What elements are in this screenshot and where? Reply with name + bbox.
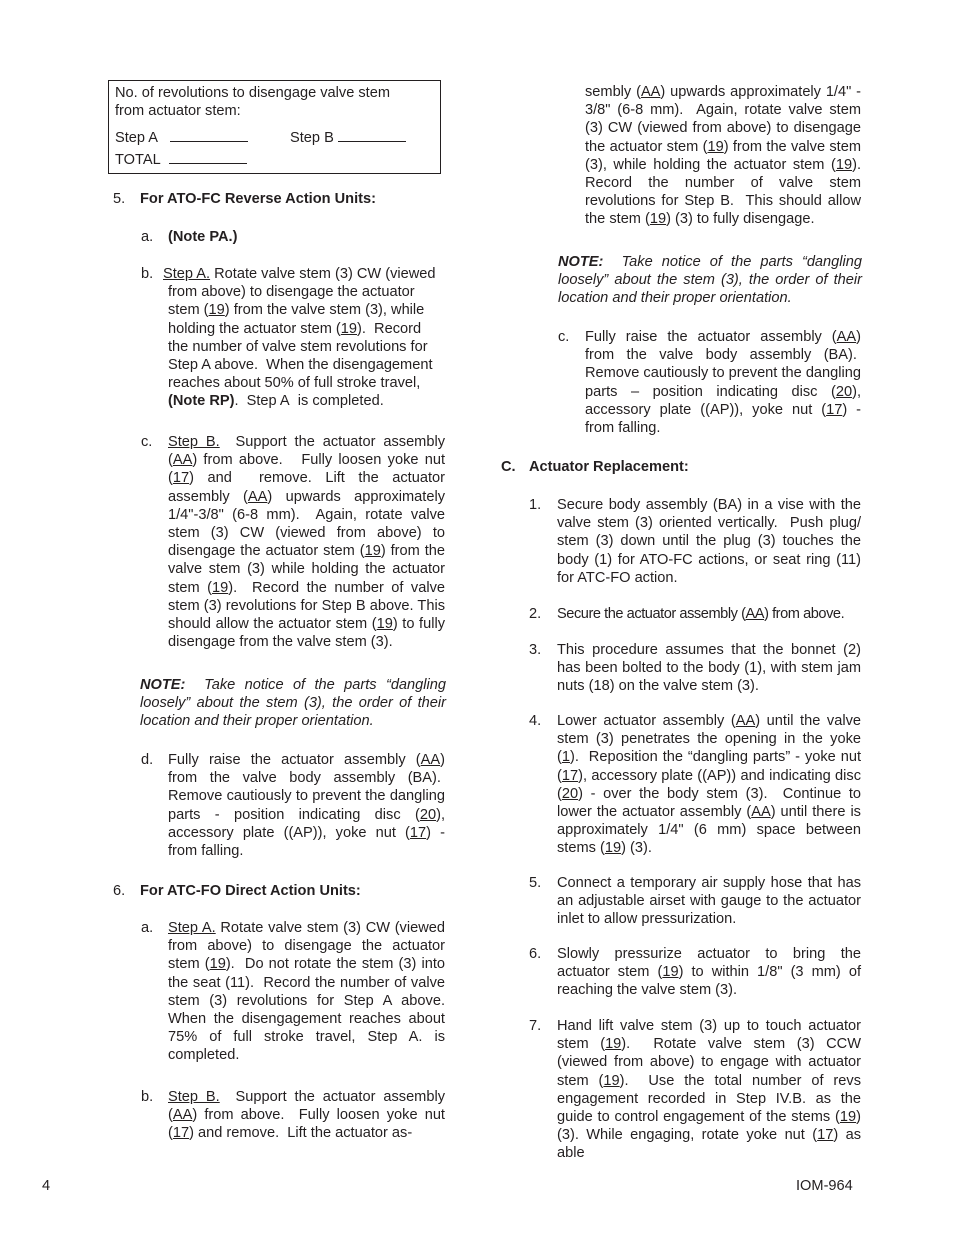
box-line-1: No. of revolutions to disengage valve stem	[115, 85, 391, 101]
s5-number: 5.	[113, 191, 126, 207]
step-6-text: Slowly pressurize actuator to bring the actuator stem (19) to within 1/8" (3 mm) of reaching the valve stem (3).	[557, 946, 861, 999]
total-blank	[169, 151, 247, 164]
step-b-blank	[338, 129, 406, 142]
c-text: Fully raise the actuator assembly (AA) from the valve body assembly (BA). Remove cautiously to prevent the dangling parts – position indicating disc (20), accessory plate ((AP)), yoke nut (17) - from falling.	[585, 329, 861, 437]
s5d-text: Fully raise the actuator assembly (AA) from the valve body assembly (BA). Remove cautiously to prevent the dangling parts - position indicating disc (20), accessory plate ((AP)), yoke nut (17) - from falling.	[168, 752, 445, 860]
s5b-letter: b.	[141, 266, 154, 282]
step-2-text: Secure the actuator assembly (AA) from above.	[557, 606, 845, 622]
c-letter: c.	[558, 329, 570, 345]
step-1-number: 1.	[529, 497, 542, 513]
s6-heading: For ATC-FO Direct Action Units:	[140, 883, 361, 899]
s6b-text: Step B. Support the actuator assembly (AA) from above. Fully loosen yoke nut (17) and remove. Lift the actuator as-	[168, 1089, 445, 1142]
right-continuation-text: sembly (AA) upwards approximately 1/4" - 3/8" (6-8 mm). Again, rotate valve stem (3) CW (viewed from above) to disengage the actuator stem (19) from the valve stem (3), while holding the actuator stem (19). Record the number of valve stem revolutions for Step B. This should allow the stem (19) (3) to fully disengage.	[585, 84, 862, 228]
revolutions-table-box	[108, 80, 441, 174]
step-5-text: Connect a temporary air supply hose that has an adjustable airset with gauge to the actuator inlet to allow pressurization.	[557, 875, 861, 928]
box-total	[115, 151, 247, 169]
box-step-a	[115, 129, 248, 147]
s6a-letter: a.	[141, 920, 154, 936]
step-a-blank	[170, 129, 248, 142]
section-c-heading: Actuator Replacement:	[529, 459, 689, 475]
s6a-text: Step A. Rotate valve stem (3) CW (viewed from above) to disengage the actuator stem (19). Do not rotate the stem (3) into the seat (11). Record the number of valve stem (3) revolutions for Step A above. When the disengagement reaches about 75% of full stroke travel, Step A. is completed.	[168, 920, 445, 1064]
note-1: NOTE: Take notice of the parts “dangling loosely” about the stem (3), the order of their location and their proper orientation.	[140, 677, 446, 730]
step-7-number: 7.	[529, 1018, 542, 1034]
step-4-text: Lower actuator assembly (AA) until the valve stem (3) penetrates the opening in the yoke (1). Reposition the “dangling parts” - yoke nut (17), accessory plate ((AP)) and indicating disc (20) - over the body stem (3). Continue to lower the actuator assembly (AA) until there is approximately 1/4" (6 mm) space between stems (19) (3).	[557, 713, 861, 857]
step-a-label: Step A	[115, 130, 159, 146]
step-7-text: Hand lift valve stem (3) up to touch actuator stem (19). Rotate valve stem (3) CCW (viewed from above) to engage with actuator stem (19). Use the total number of revs engagement recorded in Step IV.B. as the guide to control engagement of the stems (19) (3). While engaging, rotate yoke nut (17) as able	[557, 1018, 862, 1162]
step-2-number: 2.	[529, 606, 542, 622]
s5b-text: Step A. Rotate valve stem (3) CW (viewed from above) to disengage the actuator stem (19) from the valve stem (3), while holding the actuator stem (19). Record the number of valve stem revolutions for Step A above. When the disengagement reaches about 50% of full stroke travel, (Note RP). Step A is completed.	[163, 266, 436, 410]
s5c-letter: c.	[141, 434, 153, 450]
step-3-text: This procedure assumes that the bonnet (2) has been bolted to the body (1), with stem jam nuts (18) on the valve stem (3).	[557, 642, 861, 695]
step-b-label: Step B	[290, 130, 334, 146]
box-line-2: from actuator stem:	[115, 103, 241, 119]
note-1-label: NOTE:	[140, 677, 186, 693]
total-label: TOTAL	[115, 152, 161, 168]
note-2: NOTE: Take notice of the parts “dangling loosely” about the stem (3), the order of their location and their proper orientation.	[558, 254, 862, 307]
step-4-number: 4.	[529, 713, 542, 729]
s5a-letter: a.	[141, 229, 154, 245]
s6-number: 6.	[113, 883, 126, 899]
s5c-text: Step B. Support the actuator assembly (AA) from above. Fully loosen yoke nut (17) and remove. Lift the actuator assembly (AA) upwards approximately 1/4"-3/8" (6-8 mm). Again, rotate valve stem (3) CW (viewed from above) to disengage the actuator stem (19) from the valve stem (3) while holding the actuator stem (19). Record the number of valve stem (3) revolutions for Step B above. This should allow the actuator stem (19) to fully disengage from the valve stem (3).	[168, 434, 446, 651]
section-c-label: C.	[501, 459, 516, 475]
step-6-number: 6.	[529, 946, 542, 962]
s5-heading: For ATO-FC Reverse Action Units:	[140, 191, 376, 207]
box-step-b	[290, 129, 406, 147]
document-id: IOM-964	[796, 1178, 853, 1194]
s5d-letter: d.	[141, 752, 154, 768]
step-3-number: 3.	[529, 642, 542, 658]
step-5-number: 5.	[529, 875, 542, 891]
s5a-text: (Note PA.)	[168, 229, 238, 245]
step-1-text: Secure body assembly (BA) in a vise with the valve stem (3) oriented vertically. Push plug/ stem (3) down until the plug (3) touches the body (1) for ATO-FC actions, or seat ring (11) for ATC-FO action.	[557, 497, 861, 586]
s6b-letter: b.	[141, 1089, 154, 1105]
note-2-label: NOTE:	[558, 254, 604, 270]
page-number: 4	[42, 1178, 51, 1194]
